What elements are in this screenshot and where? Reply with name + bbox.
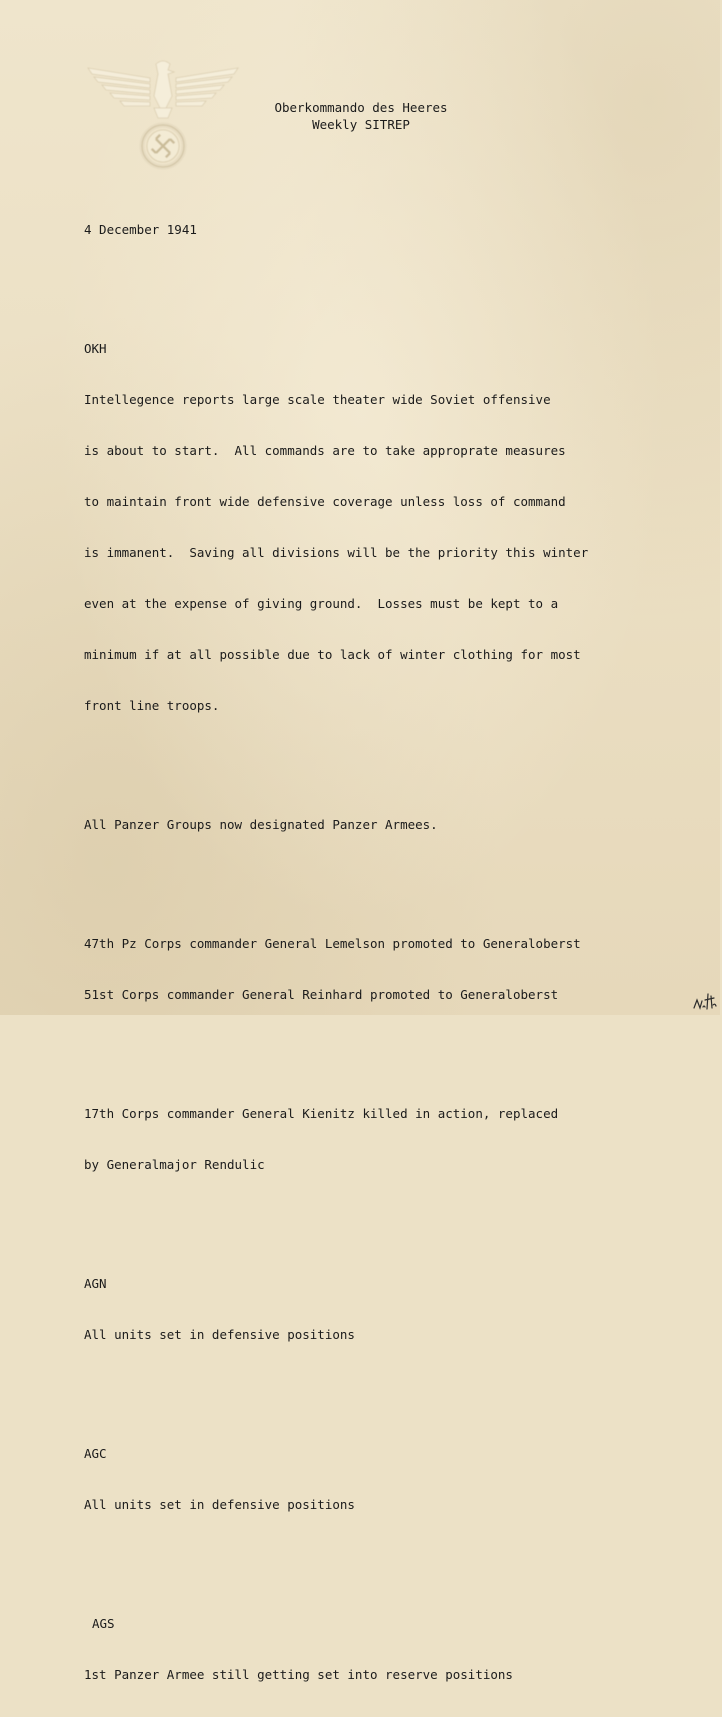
- ags-text: 1st Panzer Armee still getting set into reserve positions: [84, 1667, 513, 1682]
- casualty-line: 17th Corps commander General Kienitz killed in action, replaced: [84, 1106, 559, 1121]
- agc-text: All units set in defensive positions: [84, 1497, 355, 1512]
- okh-line: front line troops.: [84, 698, 220, 713]
- agn-heading: AGN: [84, 1276, 107, 1291]
- report-date: 4 December 1941: [84, 222, 197, 237]
- letterhead: [0, 99, 722, 133]
- panzer-note: All Panzer Groups now designated Panzer Armees.: [84, 817, 438, 832]
- okh-line: is immanent. Saving all divisions will be the priority this winter: [84, 545, 589, 560]
- promotion-line: 51st Corps commander General Reinhard promoted to Generaloberst: [84, 987, 559, 1002]
- letterhead-title: Oberkommando des Heeres: [274, 100, 448, 115]
- handwritten-initials-icon: [692, 988, 718, 1012]
- agc-heading: AGC: [84, 1446, 107, 1461]
- promotion-line: 47th Pz Corps commander General Lemelson promoted to Generaloberst: [84, 936, 581, 951]
- okh-heading: OKH: [84, 341, 107, 356]
- okh-line: minimum if at all possible due to lack of winter clothing for most: [84, 647, 581, 662]
- letterhead-subtitle: Weekly SITREP: [312, 117, 410, 132]
- okh-line: Intellegence reports large scale theater wide Soviet offensive: [84, 392, 551, 407]
- okh-line: to maintain front wide defensive coverage unless loss of command: [84, 494, 566, 509]
- ags-heading: AGS: [92, 1616, 115, 1631]
- casualty-line: by Generalmajor Rendulic: [84, 1157, 265, 1172]
- report-body: [84, 187, 704, 1717]
- okh-line: is about to start. All commands are to take approprate measures: [84, 443, 566, 458]
- okh-line: even at the expense of giving ground. Losses must be kept to a: [84, 596, 559, 611]
- agn-text: All units set in defensive positions: [84, 1327, 355, 1342]
